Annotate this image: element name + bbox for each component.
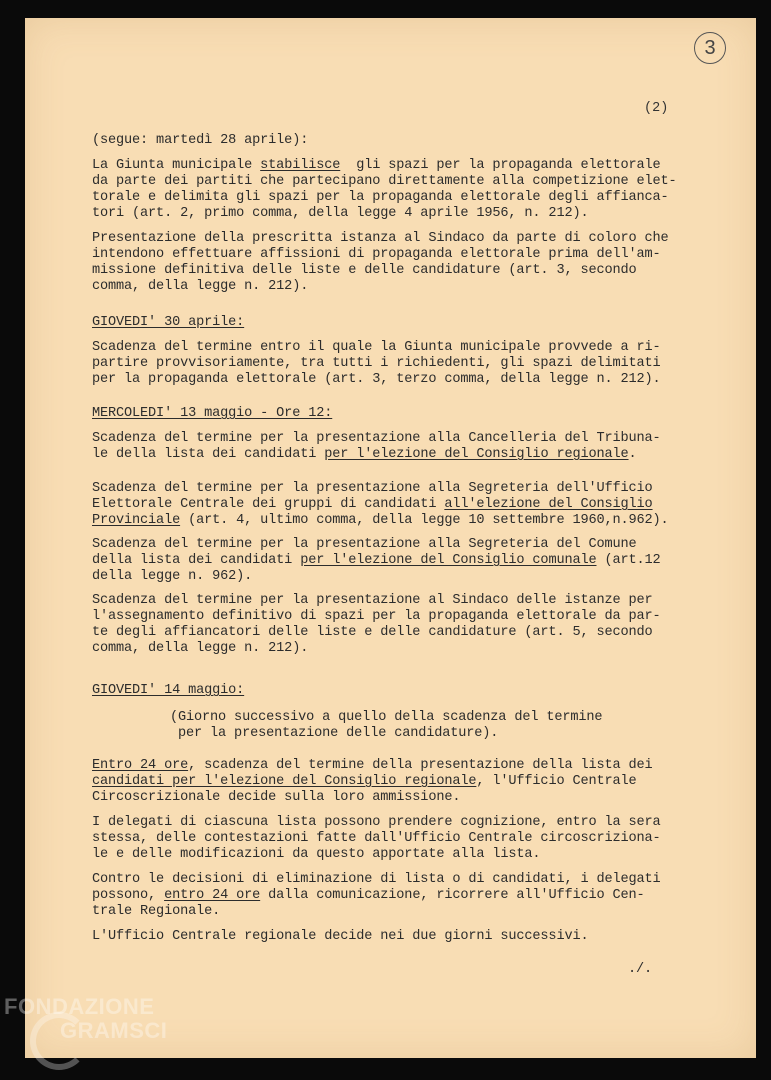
paragraph-4-line-2: le della lista dei candidati per l'elezione del Consiglio regionale. [92,447,637,462]
heading-mercoledi-13-maggio: MERCOLEDI' 13 maggio - Ore 12: [92,406,333,421]
paragraph-2-line-4: comma, della legge n. 212). [92,279,309,294]
heading-giovedi-30-aprile: GIOVEDI' 30 aprile: [92,315,245,330]
paragraph-8-line-1: (Giorno successivo a quello della scadenza del termine [170,710,603,725]
paragraph-5-line-2: Elettorale Centrale dei gruppi di candidati all'elezione del Consiglio [92,497,653,512]
paragraph-11-line-2: possono, entro 24 ore dalla comunicazione, ricorrere all'Ufficio Cen- [92,888,645,903]
paragraph-7-line-3: te degli affiancatori delle liste e delle candidature (art. 5, secondo [92,625,653,640]
heading-martedi: (segue: martedì 28 aprile): [92,133,309,148]
paragraph-2-line-1: Presentazione della prescritta istanza al Sindaco da parte di coloro che [92,231,669,246]
paragraph-7-line-4: comma, della legge n. 212). [92,641,309,656]
paragraph-9-line-3: Circoscrizionale decide sulla loro ammissione. [92,790,461,805]
paragraph-9-line-2: candidati per l'elezione del Consiglio regionale, l'Ufficio Centrale [92,774,637,789]
heading-giovedi-14-maggio: GIOVEDI' 14 maggio: [92,683,245,698]
watermark-line-1: FONDAZIONE [4,994,155,1019]
paragraph-10-line-1: I delegati di ciascuna lista possono prendere cognizione, entro la sera [92,815,661,830]
paragraph-7-line-2: l'assegnamento definitivo di spazi per la propaganda elettorale da par- [92,609,661,624]
paragraph-7-line-1: Scadenza del termine per la presentazione al Sindaco delle istanze per [92,593,653,608]
archive-stamp: 3 [694,32,726,64]
paragraph-6-line-1: Scadenza del termine per la presentazione alla Segreteria del Comune [92,537,637,552]
paragraph-5-line-1: Scadenza del termine per la presentazione alla Segreteria dell'Ufficio [92,481,653,496]
paragraph-6-line-3: della legge n. 962). [92,569,253,584]
paragraph-1-line-3: torale e delimita gli spazi per la propaganda elettorale degli affianca- [92,190,669,205]
paragraph-3-line-2: partire provvisoriamente, tra tutti i richiedenti, gli spazi delimitati [92,356,661,371]
paragraph-11-line-3: trale Regionale. [92,904,221,919]
page-number: (2) [644,101,669,116]
paragraph-6-line-2: della lista dei candidati per l'elezione del Consiglio comunale (art.12 [92,553,661,568]
paragraph-12-line-1: L'Ufficio Centrale regionale decide nei due giorni successivi. [92,929,589,944]
paragraph-4-line-1: Scadenza del termine per la presentazione alla Cancelleria del Tribuna- [92,431,661,446]
watermark-line-2: GRAMSCI [60,1018,168,1043]
paragraph-5-line-3: Provinciale (art. 4, ultimo comma, della legge 10 settembre 1960,n.962). [92,513,669,528]
paragraph-1-line-2: da parte dei partiti che partecipano direttamente alla competizione elet- [92,174,677,189]
paragraph-2-line-3: missione definitiva delle liste e delle candidature (art. 3, secondo [92,263,637,278]
paragraph-10-line-3: le e delle modificazioni da questo apportate alla lista. [92,847,541,862]
paragraph-8-line-2: per la presentazione delle candidature). [170,726,499,741]
paragraph-2-line-2: intendono effettuare affissioni di propaganda elettorale prima dell'am- [92,247,661,262]
paragraph-1-line-4: tori (art. 2, primo comma, della legge 4 aprile 1956, n. 212). [92,206,589,221]
paragraph-10-line-2: stessa, delle contestazioni fatte dall'Ufficio Centrale circoscriziona- [92,831,661,846]
paragraph-9-line-1: Entro 24 ore, scadenza del termine della presentazione della lista dei [92,758,653,773]
paragraph-11-line-1: Contro le decisioni di eliminazione di lista o di candidati, i delegati [92,872,661,887]
paragraph-3-line-3: per la propaganda elettorale (art. 3, terzo comma, della legge n. 212). [92,372,661,387]
paragraph-1-line-1: La Giunta municipale stabilisce gli spazi per la propaganda elettorale [92,158,661,173]
paragraph-3-line-1: Scadenza del termine entro il quale la Giunta municipale provvede a ri- [92,340,661,355]
continuation-mark: ./. [628,962,653,977]
